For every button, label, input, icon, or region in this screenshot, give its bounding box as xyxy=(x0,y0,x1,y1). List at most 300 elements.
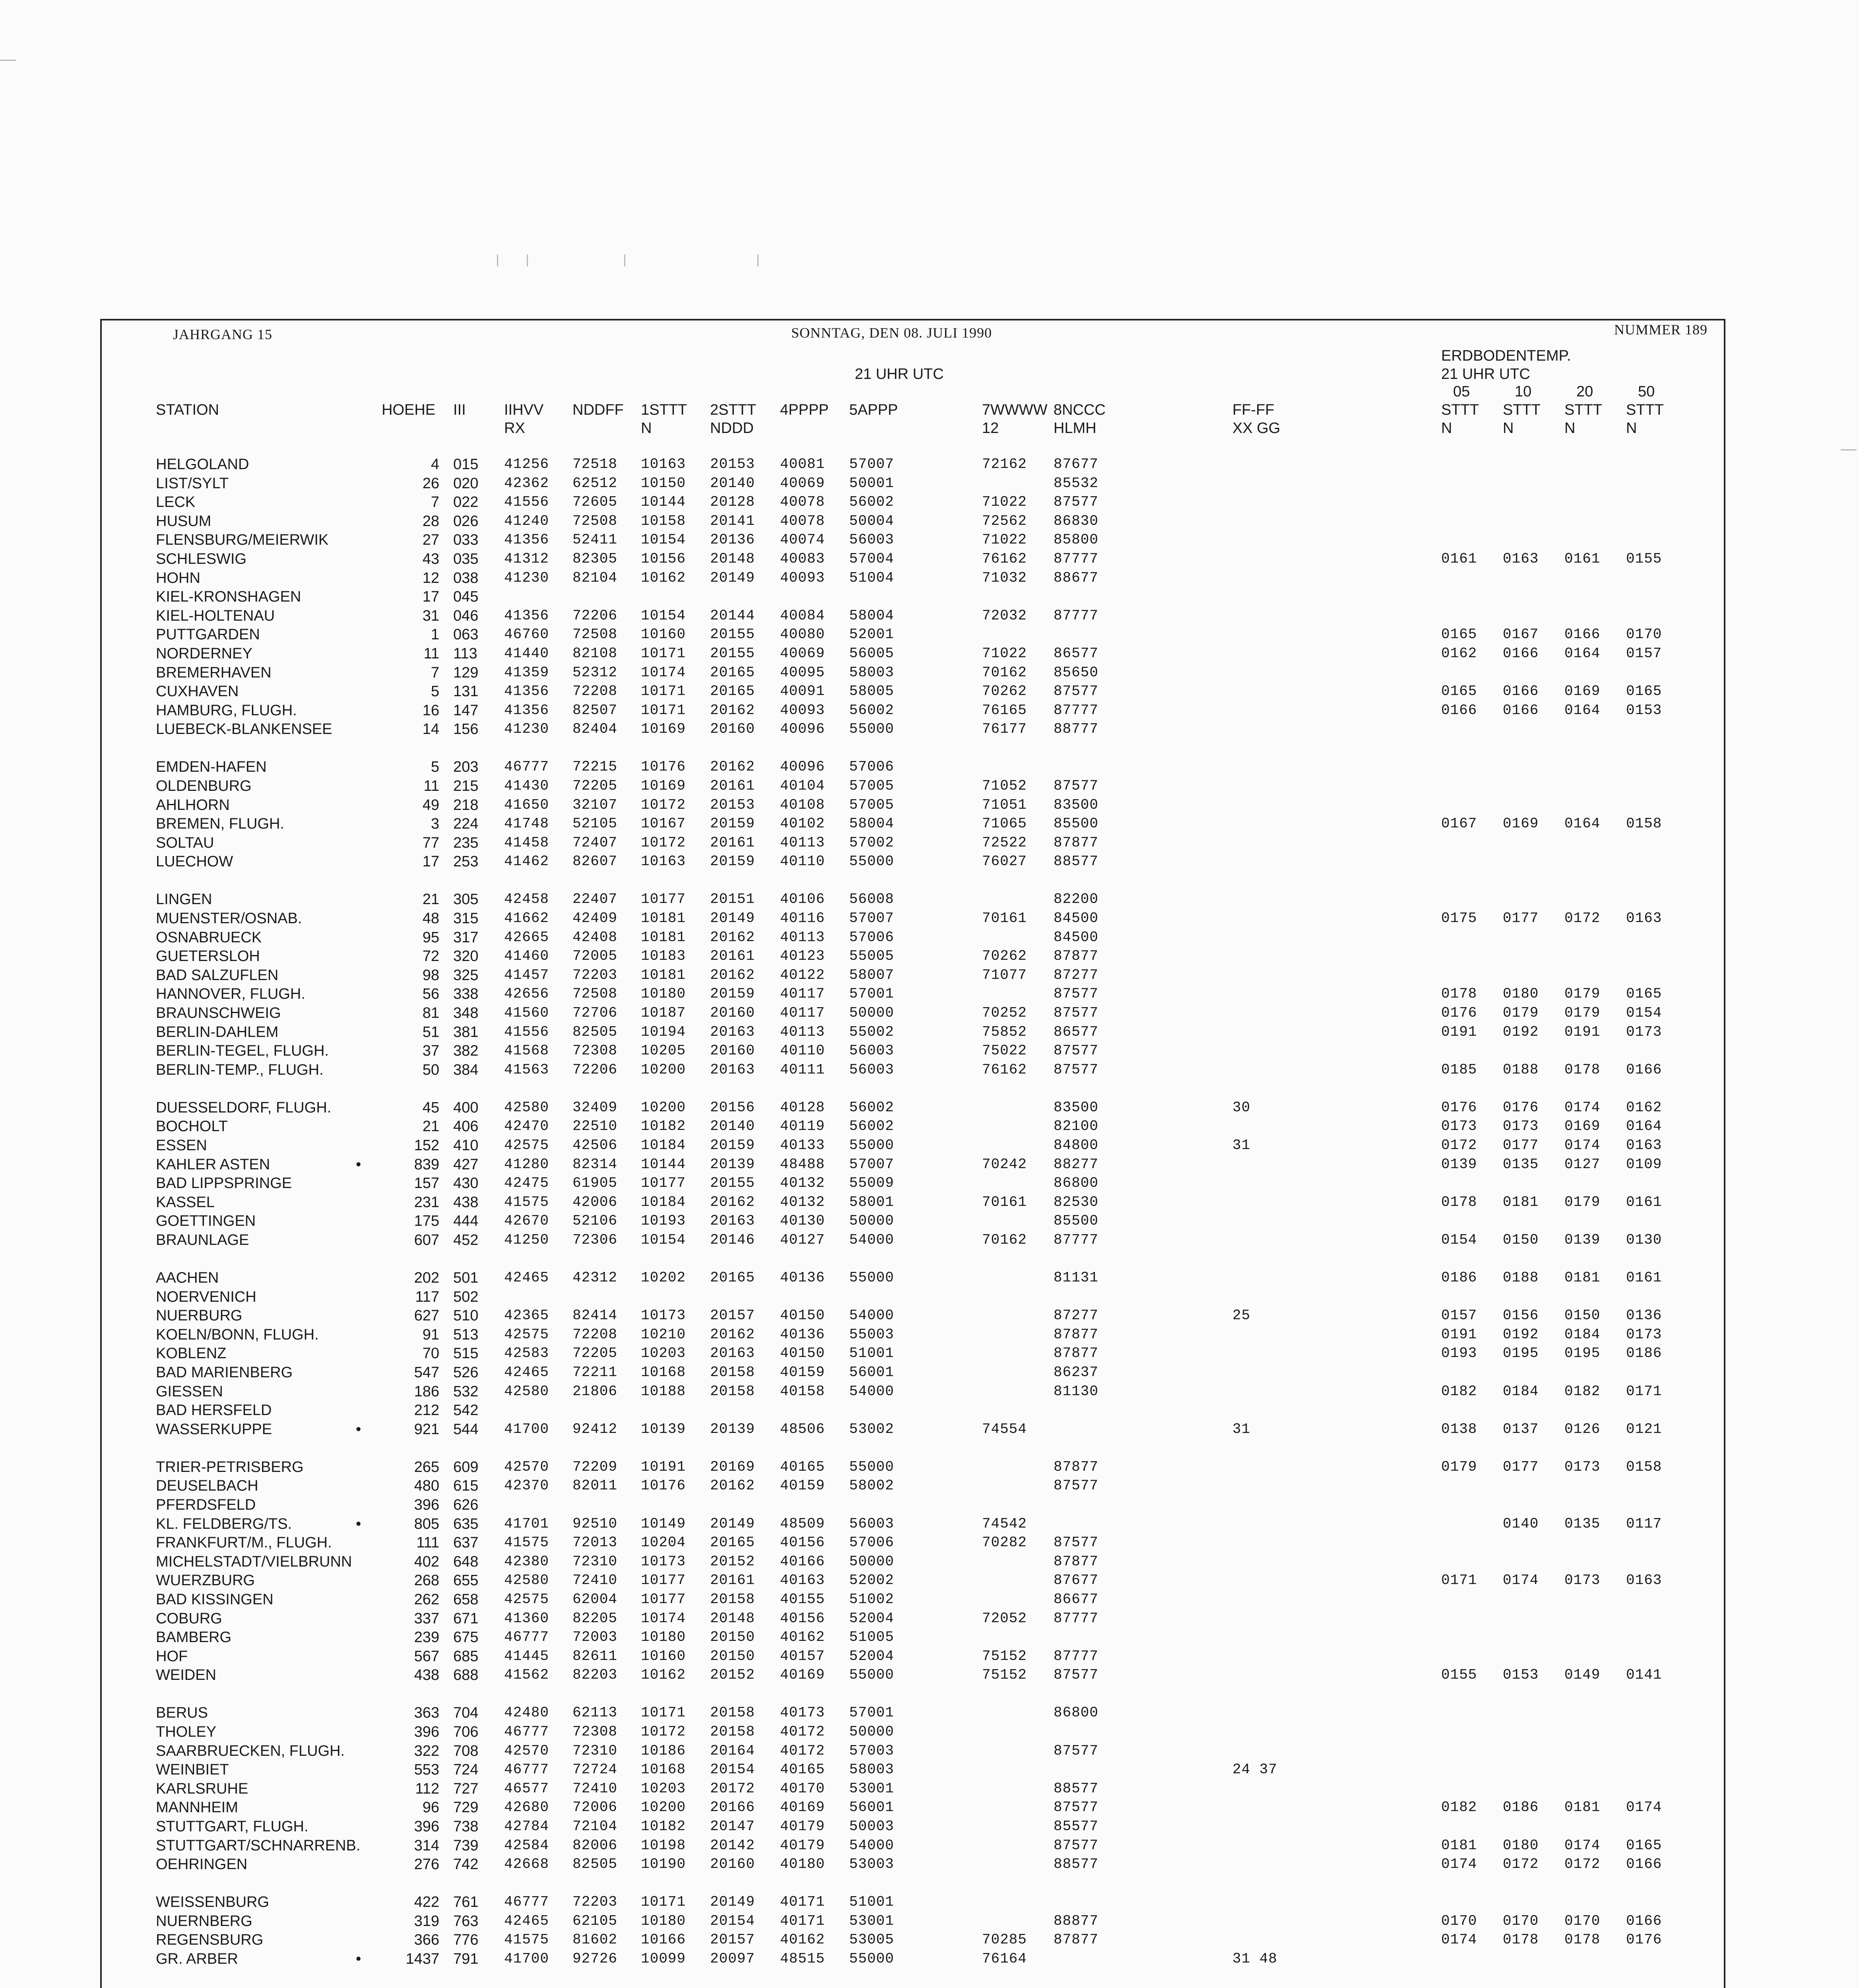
volume-label: JAHRGANG 15 xyxy=(173,326,273,342)
synop-group: 40111 xyxy=(780,1061,825,1078)
synop-group: 10203 xyxy=(641,1345,686,1362)
station-height: 95 xyxy=(422,929,439,946)
station-row xyxy=(0,1212,1859,1230)
mountain-station-marker: • xyxy=(356,1421,361,1438)
station-row xyxy=(0,1307,1859,1324)
synop-group: 72724 xyxy=(572,1761,618,1778)
synop-group: 42580 xyxy=(504,1383,549,1400)
synop-group: 41256 xyxy=(504,456,549,472)
station-id: 708 xyxy=(453,1742,479,1759)
station-height: 96 xyxy=(422,1799,439,1816)
synop-group: 10154 xyxy=(641,1232,686,1248)
synop-group: 72104 xyxy=(572,1818,618,1835)
synop-group: 42475 xyxy=(504,1175,549,1192)
soil-temp: 0169 xyxy=(1564,683,1601,700)
station-row xyxy=(0,702,1859,719)
soil-temp: 0177 xyxy=(1503,910,1539,926)
synop-group: 86830 xyxy=(1054,513,1099,529)
header-c7-line1: 7WWWW xyxy=(982,402,1048,418)
station-name: HOHN xyxy=(156,569,200,586)
synop-group: 85500 xyxy=(1054,1213,1099,1229)
station-height: 48 xyxy=(422,910,439,927)
station-row xyxy=(0,758,1859,776)
synop-group: 20161 xyxy=(710,948,755,965)
station-name: DEUSELBACH xyxy=(156,1477,258,1495)
station-name: KASSEL xyxy=(156,1194,215,1211)
synop-group: 82530 xyxy=(1054,1194,1099,1210)
soil-temp: 0180 xyxy=(1503,986,1539,1002)
synop-group: 72162 xyxy=(982,456,1027,472)
synop-group: 87777 xyxy=(1054,702,1099,718)
soil-temp: 0165 xyxy=(1626,1837,1662,1854)
synop-group: 87877 xyxy=(1054,1326,1099,1343)
soil-temp: 0140 xyxy=(1503,1515,1539,1532)
synop-group: 40113 xyxy=(780,1023,825,1040)
synop-group: 85577 xyxy=(1054,1818,1099,1835)
synop-group: 72308 xyxy=(572,1043,618,1059)
synop-group: 56003 xyxy=(849,1515,895,1532)
station-name: NORDERNEY xyxy=(156,645,252,662)
synop-group: 87877 xyxy=(1054,834,1099,851)
synop-group: 10181 xyxy=(641,910,686,926)
synop-group: 87577 xyxy=(1054,1742,1099,1759)
synop-group: 55000 xyxy=(849,1951,895,1967)
synop-group: 10200 xyxy=(641,1061,686,1078)
synop-group: 20151 xyxy=(710,891,755,908)
synop-group: 72410 xyxy=(572,1780,618,1797)
synop-group: 42575 xyxy=(504,1326,549,1343)
issue-number: NUMMER 189 xyxy=(1614,322,1708,338)
soil-temp: 0179 xyxy=(1503,1005,1539,1021)
synop-group: 54000 xyxy=(849,1232,895,1248)
synop-group: 20154 xyxy=(710,1912,755,1929)
synop-group: 52411 xyxy=(572,532,618,548)
synop-group: 20165 xyxy=(710,1270,755,1286)
synop-group: 72706 xyxy=(572,1005,618,1021)
station-name: BAD SALZUFLEN xyxy=(156,967,279,984)
synop-group: 56002 xyxy=(849,1118,895,1135)
synop-group: 20097 xyxy=(710,1951,755,1967)
synop-group: 10139 xyxy=(641,1421,686,1437)
synop-group: 92412 xyxy=(572,1421,618,1437)
station-id: 020 xyxy=(453,475,479,492)
station-row xyxy=(0,1534,1859,1551)
synop-group: 53003 xyxy=(849,1856,895,1873)
station-name: HAMBURG, FLUGH. xyxy=(156,702,297,719)
synop-group: 41560 xyxy=(504,1005,549,1021)
synop-group: 20141 xyxy=(710,513,755,529)
synop-group: 20152 xyxy=(710,1553,755,1570)
synop-group: 74542 xyxy=(982,1515,1027,1532)
synop-group: 86677 xyxy=(1054,1591,1099,1607)
soil-temp: 0181 xyxy=(1441,1837,1477,1854)
station-id: 635 xyxy=(453,1515,479,1532)
synop-group: 42680 xyxy=(504,1799,549,1816)
station-name: WEIDEN xyxy=(156,1667,216,1684)
station-id: 761 xyxy=(453,1894,479,1911)
synop-group: 20158 xyxy=(710,1705,755,1721)
synop-group: 20148 xyxy=(710,1610,755,1627)
station-height: 91 xyxy=(422,1326,439,1343)
synop-group: 20155 xyxy=(710,645,755,662)
station-name: GR. ARBER xyxy=(156,1951,238,1967)
synop-group: 10186 xyxy=(641,1742,686,1759)
station-id: 381 xyxy=(453,1023,479,1041)
synop-group: 20146 xyxy=(710,1232,755,1248)
station-name: HOF xyxy=(156,1648,188,1665)
header-c8-line2: HLMH xyxy=(1054,420,1096,437)
synop-group: 10167 xyxy=(641,815,686,832)
synop-group: 56003 xyxy=(849,532,895,548)
header-c1-line2: RX xyxy=(504,420,525,437)
station-row xyxy=(0,683,1859,700)
synop-group: 50000 xyxy=(849,1213,895,1229)
synop-group: 20162 xyxy=(710,1326,755,1343)
synop-group: 81131 xyxy=(1054,1270,1099,1286)
synop-group: 87777 xyxy=(1054,1648,1099,1664)
synop-group: 20162 xyxy=(710,759,755,775)
station-height: 37 xyxy=(422,1043,439,1060)
synop-group: 71022 xyxy=(982,645,1027,662)
synop-group: 20165 xyxy=(710,1534,755,1551)
soil-temp: 0166 xyxy=(1503,702,1539,718)
station-name: STUTTGART, FLUGH. xyxy=(156,1818,309,1835)
synop-group: 57006 xyxy=(849,759,895,775)
synop-group: 40128 xyxy=(780,1099,825,1116)
station-name: MUENSTER/OSNAB. xyxy=(156,910,302,927)
soil-temp: 0171 xyxy=(1441,1572,1477,1589)
synop-group: 10182 xyxy=(641,1818,686,1835)
header-c3-line2: N xyxy=(641,420,652,437)
synop-group: 81602 xyxy=(572,1932,618,1948)
synop-group: 40106 xyxy=(780,891,825,908)
synop-group: 40169 xyxy=(780,1799,825,1816)
station-height: 805 xyxy=(414,1515,439,1532)
synop-group: 10144 xyxy=(641,494,686,511)
station-name: KAHLER ASTEN xyxy=(156,1156,270,1173)
station-id: 215 xyxy=(453,778,479,794)
synop-group: 82108 xyxy=(572,645,618,662)
soil-temp: 0178 xyxy=(1441,986,1477,1002)
soil-temp: 0139 xyxy=(1441,1156,1477,1173)
station-id: 791 xyxy=(453,1951,479,1967)
soil-temp: 0164 xyxy=(1626,1118,1662,1135)
synop-group: 20149 xyxy=(710,910,755,926)
soil-temp: 0137 xyxy=(1503,1421,1539,1437)
synop-group: 54000 xyxy=(849,1307,895,1324)
synop-group: 55000 xyxy=(849,1458,895,1475)
station-name: PUTTGARDEN xyxy=(156,626,260,643)
synop-group: 72205 xyxy=(572,1345,618,1362)
synop-group: 42465 xyxy=(504,1364,549,1380)
synop-group: 20163 xyxy=(710,1023,755,1040)
synop-group: 42380 xyxy=(504,1553,549,1570)
synop-group: 40091 xyxy=(780,683,825,700)
synop-group: 20165 xyxy=(710,664,755,681)
station-id: 382 xyxy=(453,1043,479,1060)
station-height: 31 xyxy=(422,607,439,624)
synop-group: 72508 xyxy=(572,513,618,529)
station-id: 015 xyxy=(453,456,479,473)
station-height: 21 xyxy=(422,891,439,908)
synop-group: 41556 xyxy=(504,1023,549,1040)
synop-group: 41748 xyxy=(504,815,549,832)
synop-group: 42656 xyxy=(504,986,549,1002)
synop-group: 20158 xyxy=(710,1724,755,1740)
station-name: BAMBERG xyxy=(156,1629,232,1646)
mountain-station-marker: • xyxy=(356,1156,361,1173)
synop-group: 41662 xyxy=(504,910,549,926)
synop-group: 82607 xyxy=(572,853,618,870)
issue-date: SONNTAG, DEN 08. JULI 1990 xyxy=(791,325,992,341)
synop-group: 88577 xyxy=(1054,853,1099,870)
edge-tick xyxy=(624,254,625,266)
synop-group: 20139 xyxy=(710,1156,755,1173)
synop-group: 10144 xyxy=(641,1156,686,1173)
soil-temp: 0174 xyxy=(1503,1572,1539,1589)
synop-group: 70262 xyxy=(982,948,1027,965)
synop-group: 20140 xyxy=(710,1118,755,1135)
synop-group: 87577 xyxy=(1054,1667,1099,1683)
station-name: LECK xyxy=(156,494,196,511)
station-id: 410 xyxy=(453,1137,479,1154)
synop-group: 70162 xyxy=(982,664,1027,681)
soil-temp: 0164 xyxy=(1564,702,1601,718)
synop-group: 57006 xyxy=(849,929,895,945)
synop-group: 58005 xyxy=(849,683,895,700)
synop-group: 42458 xyxy=(504,891,549,908)
soil-temp: 0126 xyxy=(1564,1421,1601,1437)
station-id: 156 xyxy=(453,721,479,738)
soil-temp: 0164 xyxy=(1564,815,1601,832)
synop-group: 88777 xyxy=(1054,721,1099,738)
station-id: 113 xyxy=(453,645,477,662)
synop-group: 10198 xyxy=(641,1837,686,1854)
synop-group: 40078 xyxy=(780,494,825,511)
soil-temp: 0161 xyxy=(1626,1194,1662,1210)
synop-group: 56002 xyxy=(849,494,895,511)
wind-gust: 31 xyxy=(1232,1421,1251,1437)
synop-group: 10180 xyxy=(641,986,686,1002)
synop-group: 40136 xyxy=(780,1270,825,1286)
synop-group: 41556 xyxy=(504,494,549,511)
station-row xyxy=(0,1004,1859,1022)
synop-group: 10177 xyxy=(641,1572,686,1589)
station-height: 50 xyxy=(422,1061,439,1078)
synop-group: 20164 xyxy=(710,1742,755,1759)
station-height: 51 xyxy=(422,1023,439,1041)
station-name: ESSEN xyxy=(156,1137,207,1154)
station-name: BRAUNSCHWEIG xyxy=(156,1005,281,1021)
synop-group: 41360 xyxy=(504,1610,549,1627)
station-height: 157 xyxy=(414,1175,439,1192)
synop-group: 40159 xyxy=(780,1364,825,1380)
station-height: 152 xyxy=(414,1137,439,1154)
synop-group: 20159 xyxy=(710,815,755,832)
synop-group: 41359 xyxy=(504,664,549,681)
soil-temp: 0174 xyxy=(1441,1932,1477,1948)
synop-group: 56001 xyxy=(849,1799,895,1816)
synop-group: 88577 xyxy=(1054,1780,1099,1797)
synop-group: 57001 xyxy=(849,986,895,1002)
station-id: 502 xyxy=(453,1288,479,1305)
station-row xyxy=(0,1099,1859,1116)
synop-group: 41230 xyxy=(504,569,549,586)
synop-group: 72306 xyxy=(572,1232,618,1248)
soil-temp: 0162 xyxy=(1441,645,1477,662)
synop-group: 40162 xyxy=(780,1629,825,1646)
soil-temp: 0178 xyxy=(1564,1061,1601,1078)
soil-temp: 0166 xyxy=(1626,1912,1662,1929)
header-soil-n: N xyxy=(1564,420,1576,437)
station-name: OEHRINGEN xyxy=(156,1856,248,1873)
synop-group: 56005 xyxy=(849,645,895,662)
soil-temp: 0181 xyxy=(1503,1194,1539,1210)
synop-group: 48506 xyxy=(780,1421,825,1437)
station-row xyxy=(0,664,1859,681)
soil-temp: 0173 xyxy=(1564,1572,1601,1589)
station-height: 1437 xyxy=(406,1951,439,1967)
station-id: 739 xyxy=(453,1837,479,1854)
station-height: 396 xyxy=(414,1497,439,1513)
synop-group: 57007 xyxy=(849,910,895,926)
station-name: LUECHOW xyxy=(156,853,233,870)
synop-group: 40069 xyxy=(780,645,825,662)
station-height: 72 xyxy=(422,948,439,965)
synop-group: 20148 xyxy=(710,551,755,567)
synop-group: 40081 xyxy=(780,456,825,472)
synop-group: 82505 xyxy=(572,1856,618,1873)
synop-group: 40179 xyxy=(780,1818,825,1835)
soil-temp: 0165 xyxy=(1441,626,1477,643)
synop-group: 10200 xyxy=(641,1799,686,1816)
soil-temp: 0154 xyxy=(1441,1232,1477,1248)
station-name: REGENSBURG xyxy=(156,1932,264,1949)
station-height: 21 xyxy=(422,1118,439,1135)
synop-group: 57005 xyxy=(849,778,895,794)
synop-group: 20165 xyxy=(710,683,755,700)
synop-group: 41356 xyxy=(504,683,549,700)
soil-temp: 0162 xyxy=(1626,1099,1662,1116)
synop-group: 20150 xyxy=(710,1648,755,1664)
station-height: 98 xyxy=(422,967,439,984)
station-row xyxy=(0,1837,1859,1854)
synop-group: 52106 xyxy=(572,1213,618,1229)
station-name: WUERZBURG xyxy=(156,1572,255,1589)
synop-group: 10172 xyxy=(641,1724,686,1740)
synop-group: 10184 xyxy=(641,1194,686,1210)
station-height: 553 xyxy=(414,1761,439,1778)
station-height: 175 xyxy=(414,1213,439,1230)
synop-group: 74554 xyxy=(982,1421,1027,1437)
synop-group: 87777 xyxy=(1054,1610,1099,1627)
header-soil-n: N xyxy=(1441,420,1452,437)
synop-group: 82404 xyxy=(572,721,618,738)
station-height: 3 xyxy=(431,815,439,833)
synop-group: 20150 xyxy=(710,1629,755,1646)
synop-group: 40171 xyxy=(780,1912,825,1929)
synop-group: 62512 xyxy=(572,475,618,491)
synop-group: 20163 xyxy=(710,1061,755,1078)
synop-group: 70262 xyxy=(982,683,1027,700)
station-row xyxy=(0,588,1859,606)
header-hoehe: HOEHE xyxy=(382,402,436,418)
synop-group: 86577 xyxy=(1054,645,1099,662)
station-id: 046 xyxy=(453,607,479,624)
soil-temp: 0153 xyxy=(1503,1667,1539,1683)
soil-temp: 0176 xyxy=(1441,1099,1477,1116)
synop-group: 20158 xyxy=(710,1364,755,1380)
synop-group: 46777 xyxy=(504,759,549,775)
soil-temp: 0179 xyxy=(1564,1194,1601,1210)
soil-temp: 0161 xyxy=(1441,551,1477,567)
soil-temp: 0169 xyxy=(1564,1118,1601,1135)
soil-temp: 0195 xyxy=(1564,1345,1601,1362)
synop-group: 40078 xyxy=(780,513,825,529)
synop-group: 10202 xyxy=(641,1270,686,1286)
wind-gust: 25 xyxy=(1232,1307,1251,1324)
synop-group: 58003 xyxy=(849,664,895,681)
station-height: 567 xyxy=(414,1648,439,1665)
synop-group: 42575 xyxy=(504,1591,549,1607)
station-name: DUESSELDORF, FLUGH. xyxy=(156,1099,332,1116)
station-row xyxy=(0,1515,1859,1533)
synop-group: 20159 xyxy=(710,986,755,1002)
soil-temp: 0174 xyxy=(1626,1799,1662,1816)
station-height: 14 xyxy=(422,721,439,738)
synop-group: 22407 xyxy=(572,891,618,908)
station-name: KIEL-KRONSHAGEN xyxy=(156,588,301,606)
station-height: 276 xyxy=(414,1856,439,1873)
synop-group: 10162 xyxy=(641,1667,686,1683)
soil-temp: 0135 xyxy=(1503,1156,1539,1173)
synop-group: 87877 xyxy=(1054,1458,1099,1475)
station-name: KIEL-HOLTENAU xyxy=(156,607,275,624)
station-id: 038 xyxy=(453,569,479,586)
synop-group: 10203 xyxy=(641,1780,686,1797)
synop-group: 41575 xyxy=(504,1932,549,1948)
station-height: 607 xyxy=(414,1232,439,1248)
station-row xyxy=(0,1042,1859,1060)
synop-group: 20154 xyxy=(710,1761,755,1778)
station-id: 532 xyxy=(453,1383,479,1400)
soil-temp: 0170 xyxy=(1503,1912,1539,1929)
station-row xyxy=(0,607,1859,625)
soil-temp: 0158 xyxy=(1626,1458,1662,1475)
synop-group: 10194 xyxy=(641,1023,686,1040)
synop-group: 41230 xyxy=(504,721,549,738)
synop-group: 50003 xyxy=(849,1818,895,1835)
soil-temp: 0191 xyxy=(1441,1023,1477,1040)
synop-group: 70162 xyxy=(982,1232,1027,1248)
station-id: 317 xyxy=(453,929,479,946)
station-name: BREMEN, FLUGH. xyxy=(156,815,285,833)
synop-group: 55000 xyxy=(849,721,895,738)
synop-group: 40156 xyxy=(780,1610,825,1627)
station-height: 202 xyxy=(414,1270,439,1286)
synop-group: 40093 xyxy=(780,569,825,586)
soil-temp: 0181 xyxy=(1564,1799,1601,1816)
synop-group: 10172 xyxy=(641,796,686,813)
synop-group: 10166 xyxy=(641,1932,686,1948)
synop-group: 20155 xyxy=(710,626,755,643)
synop-group: 56003 xyxy=(849,1043,895,1059)
header-soil-depth: 20 xyxy=(1576,383,1593,400)
station-id: 430 xyxy=(453,1175,479,1192)
synop-group: 55003 xyxy=(849,1326,895,1343)
synop-group: 40095 xyxy=(780,664,825,681)
synop-group: 10099 xyxy=(641,1951,686,1967)
